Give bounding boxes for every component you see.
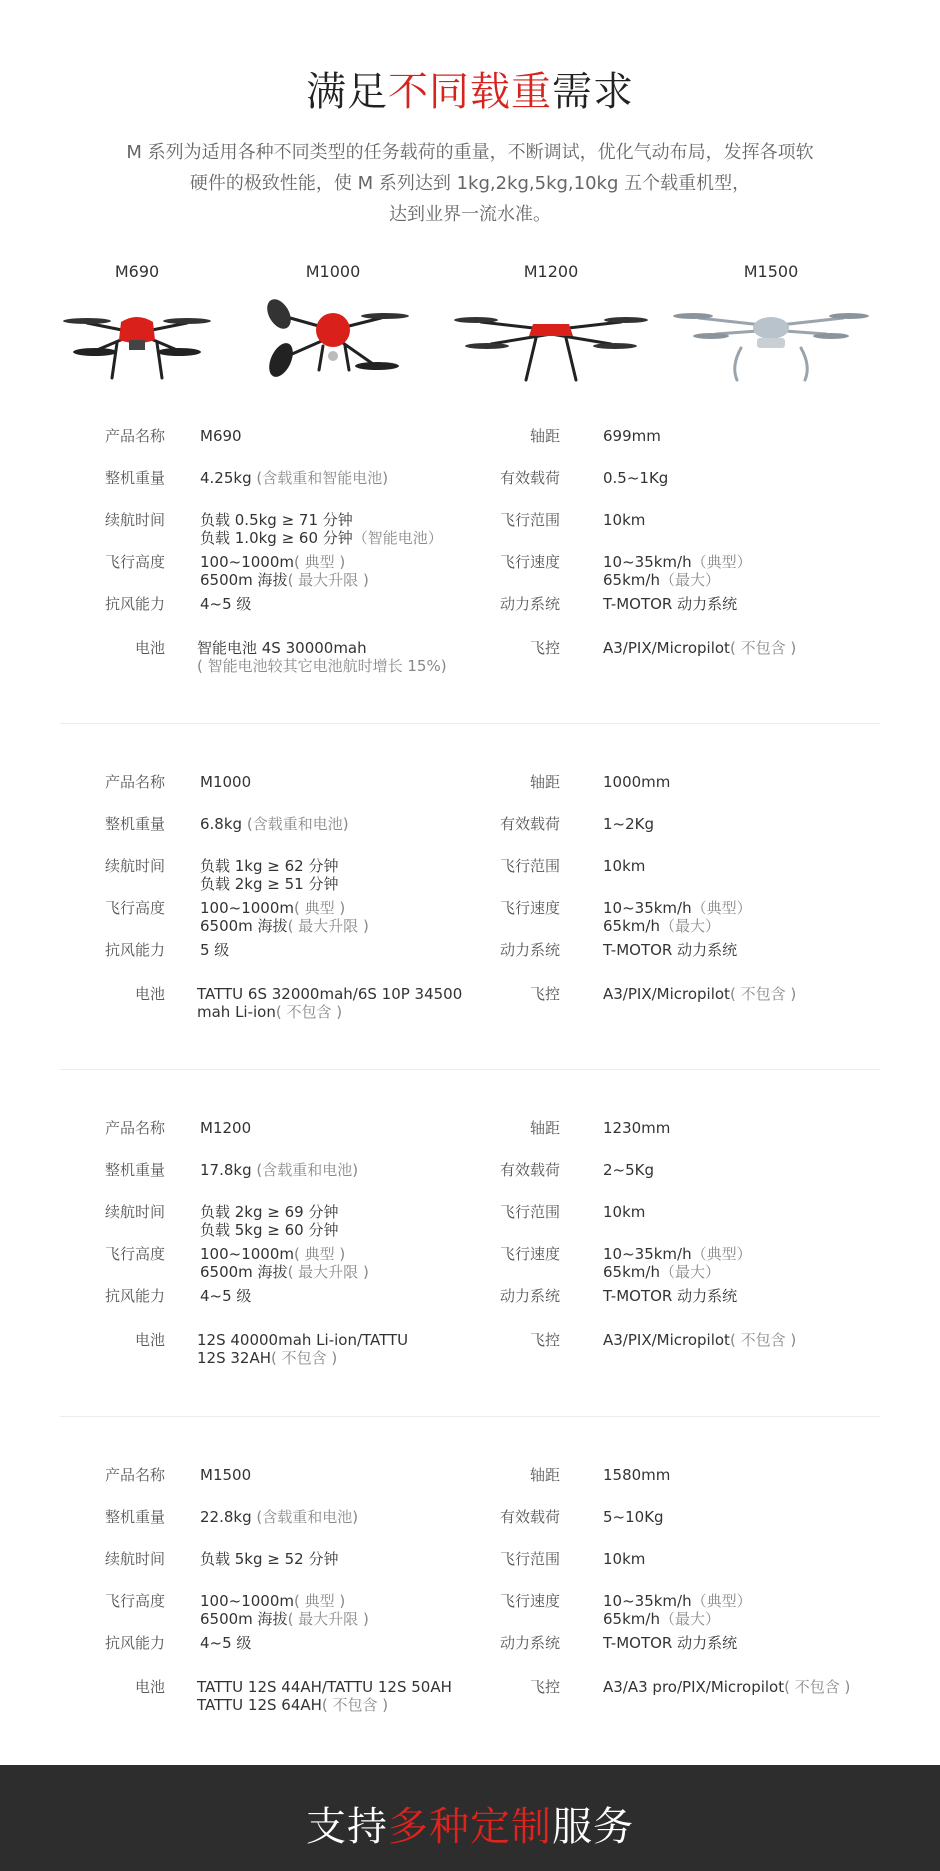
spec-value: 1230mm <box>603 1119 671 1137</box>
spec-label: 飞控 <box>529 1331 560 1349</box>
spec-label: 续航时间 <box>104 1550 165 1568</box>
spec-label: 动力系统 <box>499 941 560 959</box>
drone-image-m1000 <box>253 288 413 383</box>
spec-label: 产品名称 <box>104 1466 165 1484</box>
spec-value: 100~1000m( 典型 ) 6500m 海拔( 最大升限 ) <box>200 899 369 935</box>
spec-label: 电池 <box>134 639 165 657</box>
spec-value: A3/PIX/Micropilot( 不包含 ) <box>603 1331 797 1349</box>
spec-value: 12S 40000mah Li-ion/TATTU 12S 32AH( 不包含 ) <box>197 1331 409 1367</box>
spec-value: 0.5~1Kg <box>603 469 669 487</box>
spec-value: 5 级 <box>200 941 230 959</box>
spec-value: M1000 <box>200 773 252 791</box>
title-accent: 不同载重 <box>388 69 552 115</box>
spec-value: T-MOTOR 动力系统 <box>603 595 738 613</box>
spec-note: （智能电池） <box>352 529 443 547</box>
spec-value: 4.25kg (含载重和智能电池) <box>200 469 389 487</box>
drone-body-m690 <box>119 317 155 343</box>
spec-value: 6.8kg (含载重和电池) <box>200 815 349 833</box>
title-pre: 满足 <box>306 69 388 115</box>
spec-value: 负载 0.5kg ≥ 71 分钟 负载 1.0kg ≥ 60 分钟（智能电池） <box>200 511 443 547</box>
model-name: M1500 <box>743 262 799 281</box>
spec-label: 动力系统 <box>499 595 560 613</box>
spec-value: T-MOTOR 动力系统 <box>603 941 738 959</box>
intro-line: 硬件的极致性能，使 M 系列达到 1kg,2kg,5kg,10kg 五个载重机型， <box>189 173 751 194</box>
spec-value: 100~1000m( 典型 ) 6500m 海拔( 最大升限 ) <box>200 1245 369 1281</box>
drone-image-m1200 <box>451 288 651 383</box>
spec-value: 4~5 级 <box>200 1287 252 1305</box>
spec-label: 电池 <box>134 1331 165 1349</box>
model-card-m1200 <box>446 262 656 383</box>
spec-value: 5~10Kg <box>603 1508 664 1526</box>
section-divider <box>60 1416 880 1417</box>
spec-label: 动力系统 <box>499 1287 560 1305</box>
spec-label: 飞行高度 <box>104 899 165 917</box>
spec-value: 4~5 级 <box>200 595 252 613</box>
spec-value: T-MOTOR 动力系统 <box>603 1634 738 1652</box>
spec-label: 飞行速度 <box>499 553 560 571</box>
spec-label: 飞行高度 <box>104 1245 165 1263</box>
spec-label: 续航时间 <box>104 857 165 875</box>
spec-value: T-MOTOR 动力系统 <box>603 1287 738 1305</box>
spec-value: 10km <box>603 857 646 875</box>
spec-value: 负载 5kg ≥ 52 分钟 <box>200 1550 339 1568</box>
spec-label: 抗风能力 <box>104 595 165 613</box>
spec-label: 飞控 <box>529 639 560 657</box>
drone-body-m1200 <box>529 324 573 336</box>
footer-title: 支持多种定制服务 <box>306 1804 634 1850</box>
spec-label: 整机重量 <box>104 1508 165 1526</box>
spec-label: 抗风能力 <box>104 1634 165 1652</box>
spec-value: A3/PIX/Micropilot( 不包含 ) <box>603 639 797 657</box>
spec-label: 产品名称 <box>104 1119 165 1137</box>
spec-label: 飞行速度 <box>499 1245 560 1263</box>
spec-label: 飞行范围 <box>499 1550 560 1568</box>
spec-value: 100~1000m( 典型 ) 6500m 海拔( 最大升限 ) <box>200 1592 369 1628</box>
spec-label: 飞行速度 <box>499 899 560 917</box>
spec-label: 续航时间 <box>104 1203 165 1221</box>
spec-label: 有效载荷 <box>499 469 560 487</box>
section-divider <box>60 723 880 724</box>
page-title <box>0 60 940 117</box>
spec-label: 产品名称 <box>104 427 165 445</box>
spec-label: 动力系统 <box>499 1634 560 1652</box>
spec-value: 10~35km/h（典型） 65km/h（最大） <box>603 899 752 935</box>
spec-label: 轴距 <box>529 773 560 791</box>
spec-label: 续航时间 <box>104 511 165 529</box>
spec-label: 有效载荷 <box>499 1161 560 1179</box>
spec-value: 22.8kg (含载重和电池) <box>200 1508 359 1526</box>
spec-value: 10km <box>603 1550 646 1568</box>
spec-label: 轴距 <box>529 1119 560 1137</box>
spec-label: 轴距 <box>529 1466 560 1484</box>
spec-label: 产品名称 <box>104 773 165 791</box>
spec-label: 飞行范围 <box>499 511 560 529</box>
spec-value: 699mm <box>603 427 661 445</box>
model-card-m1500 <box>666 262 876 383</box>
model-name: M1000 <box>305 262 361 281</box>
section-divider <box>60 1069 880 1070</box>
spec-label: 有效载荷 <box>499 1508 560 1526</box>
drone-image-m1500 <box>671 288 871 383</box>
spec-value: 10~35km/h（典型） 65km/h（最大） <box>603 553 752 589</box>
spec-label: 轴距 <box>529 427 560 445</box>
spec-label: 飞行范围 <box>499 857 560 875</box>
spec-note: (含载重和电池) <box>246 815 349 833</box>
spec-value: 2~5Kg <box>603 1161 655 1179</box>
intro-line: 达到业界一流水准。 <box>389 204 551 225</box>
spec-value: 智能电池 4S 30000mah ( 智能电池较其它电池航时增长 15%) <box>197 639 447 675</box>
spec-note: (含载重和电池) <box>256 1508 359 1526</box>
model-card-m690 <box>32 262 242 383</box>
spec-note: (含载重和电池) <box>256 1161 359 1179</box>
drone-image-m690 <box>57 288 217 383</box>
spec-label: 抗风能力 <box>104 1287 165 1305</box>
spec-label: 抗风能力 <box>104 941 165 959</box>
spec-label: 整机重量 <box>104 815 165 833</box>
spec-value: 1000mm <box>603 773 671 791</box>
spec-value: A3/PIX/Micropilot( 不包含 ) <box>603 985 797 1003</box>
footer-banner <box>0 1765 940 1871</box>
drone-body-m1000 <box>316 313 350 347</box>
spec-label: 飞行范围 <box>499 1203 560 1221</box>
drone-body-m1500 <box>753 317 789 339</box>
spec-value: 10km <box>603 1203 646 1221</box>
model-gallery <box>0 262 940 387</box>
spec-label: 整机重量 <box>104 469 165 487</box>
spec-value: TATTU 6S 32000mah/6S 10P 34500 mah Li-ion( 不包含 ) <box>197 985 463 1021</box>
spec-value: 17.8kg (含载重和电池) <box>200 1161 359 1179</box>
spec-label: 电池 <box>134 985 165 1003</box>
spec-value: 负载 1kg ≥ 62 分钟 负载 2kg ≥ 51 分钟 <box>200 857 339 893</box>
spec-value: 10km <box>603 511 646 529</box>
spec-value: 1580mm <box>603 1466 671 1484</box>
spec-label: 整机重量 <box>104 1161 165 1179</box>
spec-note: (含载重和智能电池) <box>256 469 389 487</box>
spec-label: 飞行速度 <box>499 1592 560 1610</box>
spec-label: 电池 <box>134 1678 165 1696</box>
model-name: M690 <box>114 262 160 281</box>
intro-paragraph <box>80 137 860 230</box>
spec-label: 飞控 <box>529 1678 560 1696</box>
spec-label: 飞控 <box>529 985 560 1003</box>
spec-value: M690 <box>200 427 242 445</box>
spec-label: 飞行高度 <box>104 1592 165 1610</box>
spec-value: 10~35km/h（典型） 65km/h（最大） <box>603 1245 752 1281</box>
spec-label: 有效载荷 <box>499 815 560 833</box>
spec-value: 1~2Kg <box>603 815 655 833</box>
spec-value: 4~5 级 <box>200 1634 252 1652</box>
spec-label: 飞行高度 <box>104 553 165 571</box>
spec-value: 负载 2kg ≥ 69 分钟 负载 5kg ≥ 60 分钟 <box>200 1203 339 1239</box>
spec-value: M1500 <box>200 1466 252 1484</box>
title-post: 需求 <box>552 69 634 115</box>
intro-line: M 系列为适用各种不同类型的任务载荷的重量，不断调试，优化气动布局，发挥各项软 <box>126 142 814 163</box>
spec-value: 10~35km/h（典型） 65km/h（最大） <box>603 1592 752 1628</box>
model-card-m1000 <box>228 262 438 383</box>
spec-value: TATTU 12S 44AH/TATTU 12S 50AH TATTU 12S 64AH( 不包含 ) <box>197 1678 452 1714</box>
spec-value: A3/A3 pro/PIX/Micropilot( 不包含 ) <box>603 1678 851 1696</box>
spec-value: M1200 <box>200 1119 252 1137</box>
model-name: M1200 <box>523 262 579 281</box>
spec-value: 100~1000m( 典型 ) 6500m 海拔( 最大升限 ) <box>200 553 369 589</box>
